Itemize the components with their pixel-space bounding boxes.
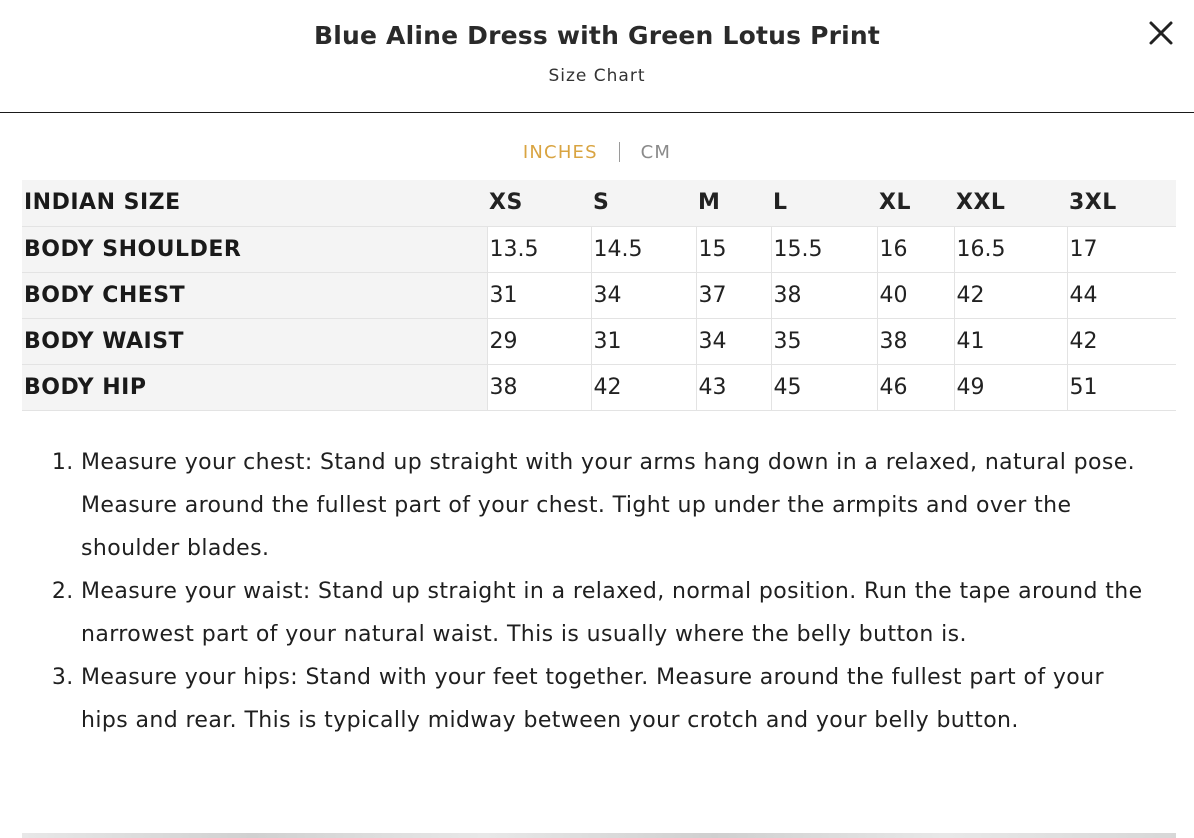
column-header-label: INDIAN SIZE [22,180,487,226]
table-cell: 29 [487,318,591,364]
table-cell: 41 [954,318,1067,364]
instruction-item: 3. Measure your hips: Stand with your feet together. Measure around the fullest part of your hips and rear. This is typically midway between your crotch and your belly button. [81,656,1150,742]
table-row [22,318,1176,364]
table-cell: 35 [771,318,877,364]
row-label: BODY WAIST [22,318,487,364]
size-chart-subtitle: Size Chart [548,66,646,86]
table-cell: 51 [1067,364,1176,410]
table-cell: 13.5 [487,226,591,272]
table-row [22,364,1176,410]
table-cell: 37 [696,272,771,318]
unit-divider [619,142,620,162]
unit-toggle [0,141,1194,163]
table-cell: 31 [487,272,591,318]
column-header-size: XXL [954,180,1067,226]
measurement-instructions [0,441,1150,742]
table-cell: 42 [591,364,696,410]
table-cell: 15.5 [771,226,877,272]
table-cell: 40 [877,272,954,318]
table-cell: 44 [1067,272,1176,318]
row-label: BODY HIP [22,364,487,410]
row-label: BODY CHEST [22,272,487,318]
table-cell: 14.5 [591,226,696,272]
column-header-size: XL [877,180,954,226]
column-header-size: XS [487,180,591,226]
table-header-row [22,180,1176,226]
table-cell: 42 [954,272,1067,318]
modal-header [0,0,1194,113]
table-cell: 38 [487,364,591,410]
table-cell: 43 [696,364,771,410]
table-cell: 46 [877,364,954,410]
column-header-size: M [696,180,771,226]
table-cell: 16.5 [954,226,1067,272]
table-row [22,226,1176,272]
table-cell: 45 [771,364,877,410]
column-header-size: L [771,180,877,226]
size-table [22,180,1176,411]
table-cell: 34 [591,272,696,318]
table-cell: 17 [1067,226,1176,272]
table-cell: 15 [696,226,771,272]
table-cell: 38 [771,272,877,318]
table-cell: 31 [591,318,696,364]
table-cell: 38 [877,318,954,364]
table-cell: 42 [1067,318,1176,364]
product-title: Blue Aline Dress with Green Lotus Print [313,21,881,50]
column-header-size: S [591,180,696,226]
row-label: BODY SHOULDER [22,226,487,272]
column-header-size: 3XL [1067,180,1176,226]
unit-cm-tab[interactable]: CM [640,141,672,163]
table-cell: 49 [954,364,1067,410]
bottom-image-strip [22,833,1176,838]
instruction-item: 2. Measure your waist: Stand up straight in a relaxed, normal position. Run the tape around the narrowest part of your natural waist. This is usually where the belly button is. [81,570,1150,656]
close-icon [1146,18,1176,48]
instruction-item: 1. Measure your chest: Stand up straight with your arms hang down in a relaxed, natural pose. Measure around the fullest part of your chest. Tight up under the armpits and over the shoulder blades. [81,441,1150,570]
unit-inches-tab[interactable]: INCHES [522,141,598,163]
table-row [22,272,1176,318]
table-cell: 16 [877,226,954,272]
close-button[interactable] [1146,18,1176,48]
table-cell: 34 [696,318,771,364]
